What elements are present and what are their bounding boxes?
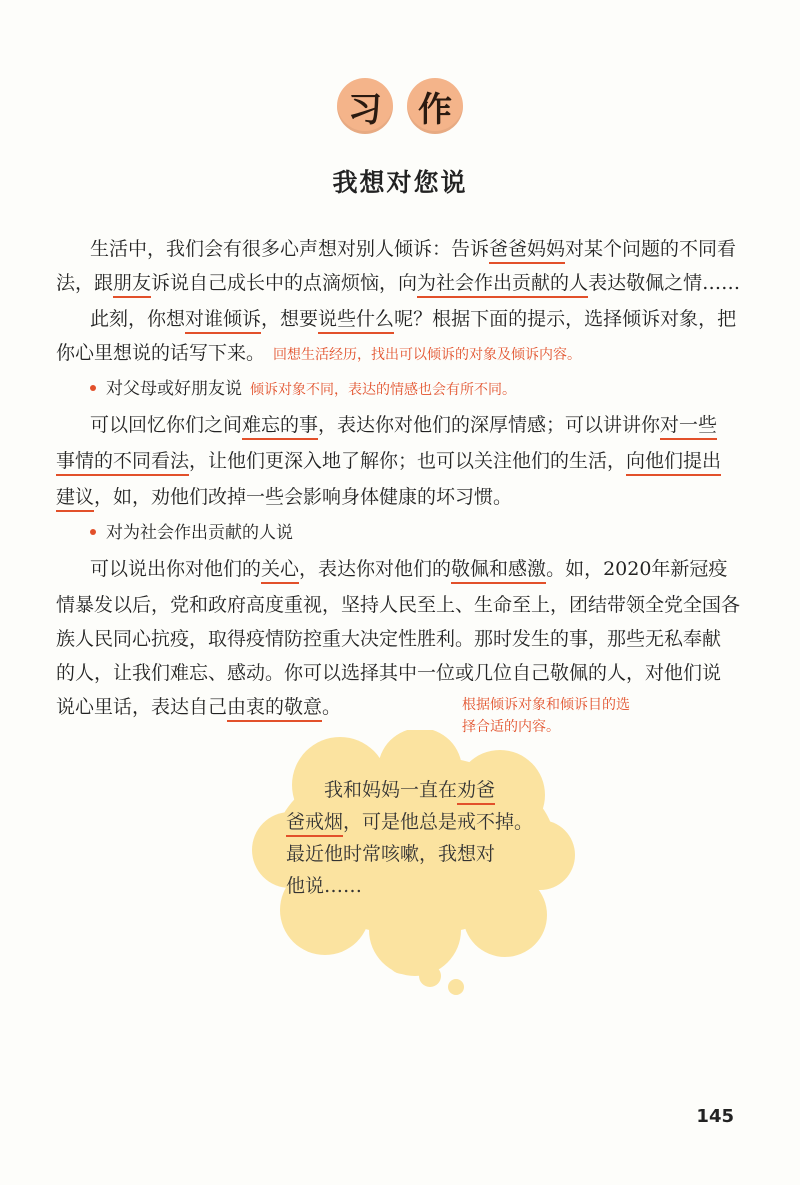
paragraph-3-line-3: 建议，如，劝他们改掉一些会影响身体健康的坏习惯。 xyxy=(56,484,746,510)
margin-note-3: 根据倾诉对象和倾诉目的选 择合适的内容。 xyxy=(462,697,630,735)
paragraph-4-line-2: 情暴发以后，党和政府高度重视，坚持人民至上、生命至上，团结带领全党全国各 xyxy=(56,594,741,616)
page-number: 145 xyxy=(696,1106,734,1127)
cloud-example-text: 我和妈妈一直在劝爸 爸戒烟，可是他总是戒不掉。 最近他时常咳嗽，我想对 他说…… xyxy=(286,779,534,897)
section-heading xyxy=(0,78,800,134)
bullet-dot-icon xyxy=(90,385,96,391)
paragraph-4-line-3: 族人民同心抗疫，取得疫情防控重大决定性胜利。那时发生的事，那些无私奉献 xyxy=(56,628,722,650)
heading-char-2: 作 xyxy=(407,78,463,134)
paragraph-4-line-5: 说心里话，表达自己由衷的敬意。 xyxy=(56,694,746,720)
heading-char-1: 习 xyxy=(337,78,393,134)
paragraph-1-line-1: 生活中，我们会有很多心声想对别人倾诉：告诉爸爸妈妈对某个问题的不同看 xyxy=(90,236,746,262)
bullet-dot-icon xyxy=(90,529,96,535)
paragraph-3-line-2: 事情的不同看法，让他们更深入地了解你；也可以关注他们的生活，向他们提出 xyxy=(56,448,746,474)
paragraph-4-line-1: 可以说出你对他们的关心，表达你对他们的敬佩和感激。如，2020年新冠疫 xyxy=(90,556,746,582)
bullet-parents-friends: 对父母或好朋友说 倾诉对象不同，表达的情感也会有所不同。 xyxy=(90,376,746,403)
margin-note-2: 倾诉对象不同，表达的情感也会有所不同。 xyxy=(250,382,516,398)
paragraph-2-line-2: 你心里想说的话写下来。 回想生活经历，找出可以倾诉的对象及倾诉内容。 xyxy=(56,342,582,364)
paragraph-4-line-4: 的人，让我们难忘、感动。你可以选择其中一位或几位自己敬佩的人，对他们说 xyxy=(56,662,722,684)
margin-note-1: 回想生活经历，找出可以倾诉的对象及倾诉内容。 xyxy=(273,347,582,363)
page-title: 我想对您说 xyxy=(332,168,468,197)
paragraph-3-line-1: 可以回忆你们之间难忘的事，表达你对他们的深厚情感；可以讲讲你对一些 xyxy=(90,412,746,438)
paragraph-1-line-2: 法，跟朋友诉说自己成长中的点滴烦恼，向为社会作出贡献的人表达敬佩之情…… xyxy=(56,270,746,296)
paragraph-2-line-1: 此刻，你想对谁倾诉，想要说些什么呢？根据下面的提示，选择倾诉对象，把 xyxy=(90,306,746,332)
bullet-contributors: 对为社会作出贡献的人说 xyxy=(90,520,746,546)
